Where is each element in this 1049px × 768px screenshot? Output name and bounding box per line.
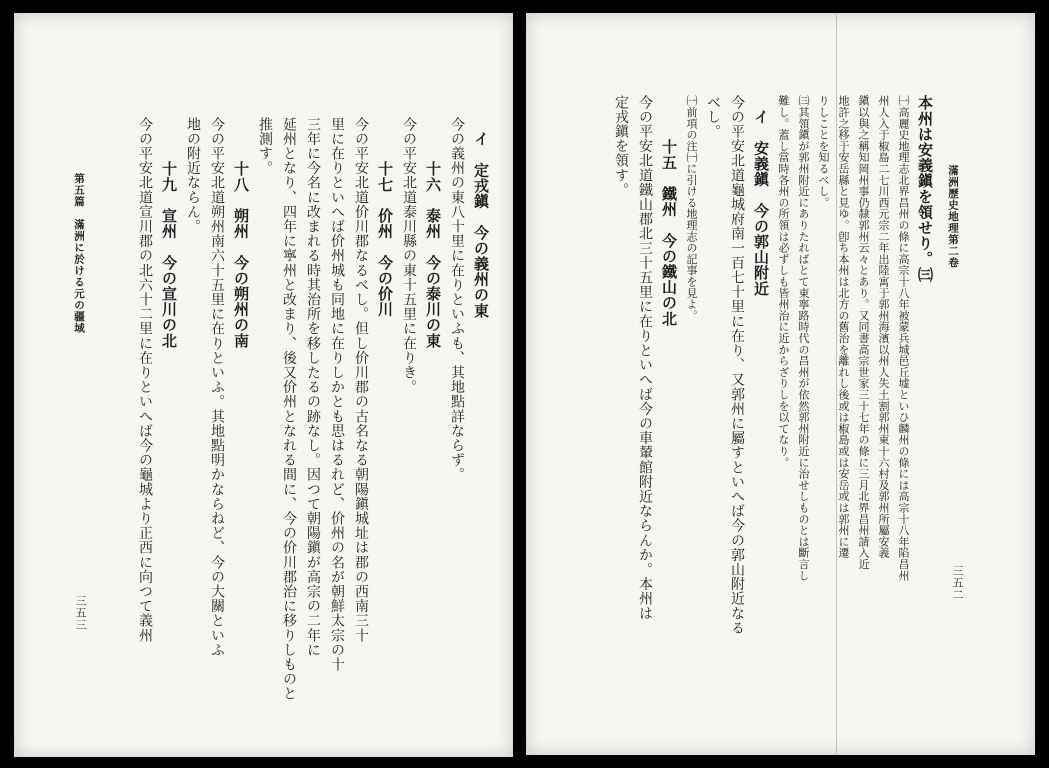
text-column: りしことを知るべし。 — [817, 95, 830, 208]
text-column: 延州となり、四年に寧州と改まり、後又价州となれる間に、今の价川郡治に移りしものと — [281, 117, 297, 701]
page-number: 三五三 — [74, 595, 87, 631]
text-column: 推測す。 — [257, 117, 273, 176]
text-column: 今の平安北道泰川縣の東十五里に在りき。 — [401, 117, 417, 395]
text-column: 三年に今名に改まれる時其治所を移したるの跡なし。因つて朝陽鎭が高宗の二年に — [305, 117, 321, 658]
text-column: イ 定戎鎭 今の義州の東 — [472, 131, 490, 319]
text-column: 今の平安北道宣川郡の北六十二里に在りといへば今の龜城より正西に向つて義州 — [137, 117, 153, 643]
text-column: 十六 泰州 今の泰川の東 — [424, 161, 442, 349]
text-column: ㈠高麗史地理志北界昌州の條に高宗十八年被蒙兵城邑丘墟といひ麟州の條には高宗十八年陷昌州 — [897, 95, 910, 581]
text-column: 鎭以與之稱知岡州事仍隸郭州云々とあり。又同書高宗世家三十七年の條に三月北界昌州請入近 — [857, 95, 870, 570]
text-column: 地の附近ならん。 — [185, 117, 201, 234]
text-column: ㈢其領鎭が郭州附近にありたればとて東寧路時代の昌州が依然郭州附近に治せしものとは斷言し — [797, 95, 810, 581]
page-number: 三五二 — [951, 565, 964, 601]
right-page-body — [609, 95, 937, 745]
text-column: ㈠前項の注㈠に引ける地理志の記事を見よ。 — [685, 95, 698, 321]
text-column: 十八 朔州 今の朔州の南 — [232, 161, 250, 349]
text-column: 今の平安北道鐵山郡北三十五里に在りといへば今の車輦館附近ならんか。本州は — [637, 95, 653, 621]
text-column: イ 安義鎭 今の郭山附近 — [752, 109, 770, 297]
text-column: 十七 价州 今の价川 — [376, 161, 394, 317]
text-column: 州人入于椒島二七川西元宗二年出陸寓于郭州海濱以州人失土割郭州東十六村及郭州所屬安義 — [877, 95, 890, 559]
text-column: 地許之移于安岳縣と見ゆ。卽ち本州は北方の舊治を離れし後或は椒島或は安岳或は郭州に遷 — [837, 95, 850, 559]
right-page — [526, 13, 1035, 755]
text-column: 里に在りといへば价州城も同地に在りしかとも思はるれど、价州の名が朝鮮太宗の十 — [329, 117, 345, 672]
left-page-body — [133, 117, 493, 737]
text-column: 本州は安義鎭を領せり。㈢ — [916, 95, 934, 283]
text-column: 十九 宣州 今の宣川の北 — [160, 161, 178, 349]
text-column: 十五 鐵州 今の鐵山の北 — [660, 139, 678, 327]
running-footer: 第五篇 滿洲に於ける元の疆域 — [73, 173, 85, 334]
running-header: 滿洲歷史地理第二卷 — [947, 165, 959, 269]
text-column: 今の平安北道龜城府南一百七十里に在り、又郭州に屬すといへば今の郭山附近なる — [729, 95, 745, 636]
text-column: 難し。蓋し當時各州の所領は必ずしも皆州治に近からざりしを以てなり。 — [777, 95, 790, 468]
text-column: 今の平安北道价川郡なるべし。但し价川郡の古名なる朝陽鎭城址は郡の西南三十 — [353, 117, 369, 643]
left-page — [14, 13, 513, 757]
text-column: べし。 — [705, 95, 721, 139]
text-column: 今の義州の東八十里に在りといふも、其地點詳ならず。 — [449, 117, 465, 482]
text-column: 今の平安北道朔州南六十五里に在りといふ。其地點明かならねど、今の大關といふ — [209, 117, 225, 658]
text-column: 定戎鎭を領す。 — [613, 95, 629, 198]
